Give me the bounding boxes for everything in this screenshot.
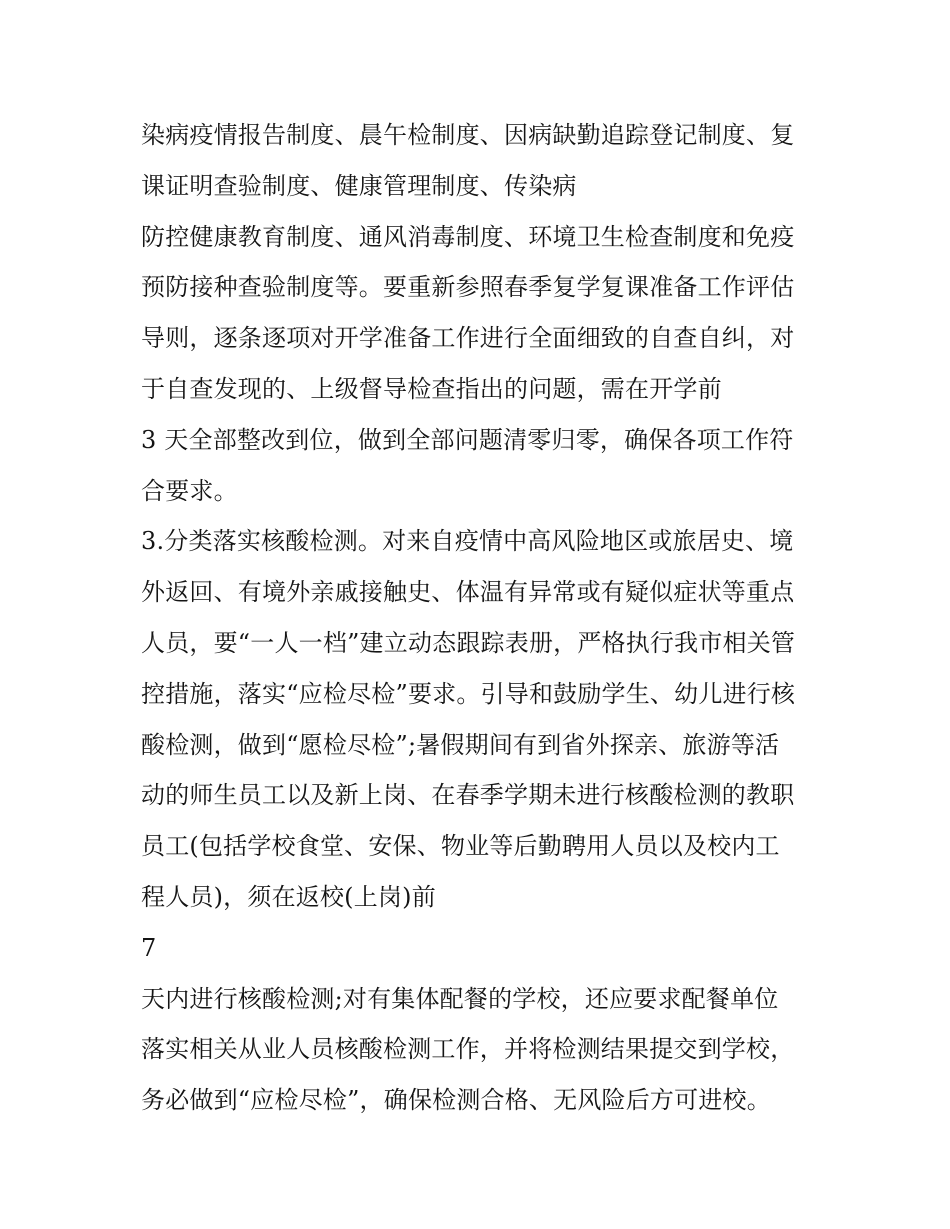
text-line: 酸检测，做到“愿检尽检”;暑假期间有到省外探亲、旅游等活: [141, 730, 780, 759]
text-line: 合要求。: [141, 476, 238, 505]
text-line: 课证明查验制度、健康管理制度、传染病: [141, 171, 577, 200]
text-line: 导则，逐条逐项对开学准备工作进行全面细致的自查自纠，对: [141, 324, 795, 353]
text-line: 于自查发现的、上级督导检查指出的问题，需在开学前: [141, 374, 722, 403]
text-line: 防控健康教育制度、通风消毒制度、环境卫生检查制度和免疫: [141, 222, 795, 251]
text-line: 落实相关从业人员核酸检测工作，并将检测结果提交到学校，: [141, 1035, 795, 1064]
text-line: 动的师生员工以及新上岗、在春季学期未进行核酸检测的教职: [141, 781, 795, 810]
section-heading-line: 3.分类落实核酸检测。对来自疫情中高风险地区或旅居史、境: [141, 527, 794, 556]
text-line: 外返回、有境外亲戚接触史、体温有异常或有疑似症状等重点: [141, 578, 795, 607]
document-body: [141, 110, 841, 1126]
text-line: 员工(包括学校食堂、安保、物业等后勤聘用人员以及校内工: [141, 832, 780, 861]
text-line: 3 天全部整改到位，做到全部问题清零归零，确保各项工作符: [141, 425, 794, 454]
text-line: 务必做到“应检尽检”，确保检测合格、无风险后方可进校。: [141, 1086, 771, 1115]
text-line: 程人员)，须在返校(上岗)前: [141, 882, 436, 911]
text-line: 染病疫情报告制度、晨午检制度、因病缺勤追踪登记制度、复: [141, 121, 795, 149]
text-line: 控措施，落实“应检尽检”要求。引导和鼓励学生、幼儿进行核: [141, 679, 796, 708]
text-line: 7: [141, 933, 157, 962]
text-line: 天内进行核酸检测;对有集体配餐的学校，还应要求配餐单位: [141, 984, 779, 1013]
text-line: 人员，要“一人一档”建立动态跟踪表册，严格执行我市相关管: [141, 628, 796, 657]
text-line: 预防接种查验制度等。要重新参照春季复学复课准备工作评估: [141, 273, 795, 302]
